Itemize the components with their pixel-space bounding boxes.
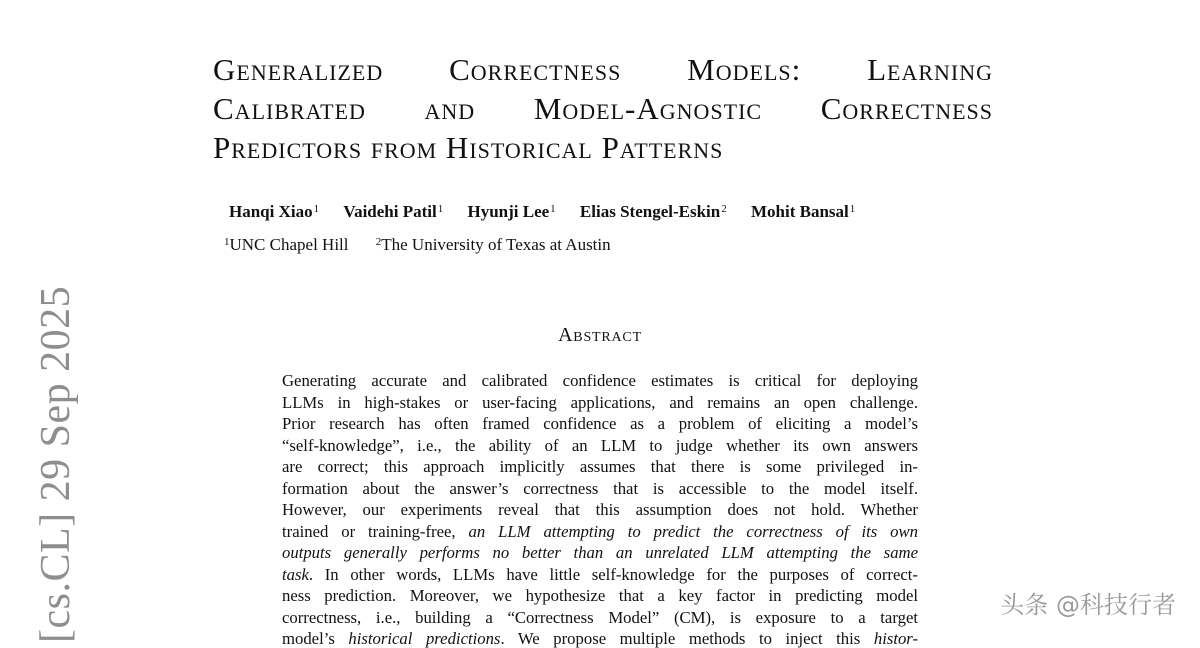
arxiv-side-stamp: [cs.CL] 29 Sep 2025 [33,285,79,643]
abstract-italic-text: histor- [873,629,919,648]
affiliation-name: UNC Chapel Hill [229,235,349,254]
author [467,200,555,224]
abstract-line [282,607,918,629]
author-affiliation-mark: 2 [721,203,727,215]
abstract-line [282,456,918,478]
author-name: Hanqi Xiao [229,202,313,221]
title-line-1: Generalized Correctness Models: Learning [213,52,993,87]
author [580,200,727,224]
author [751,200,855,224]
abstract-text: model’s [282,629,349,648]
affiliation-list [223,233,633,257]
author-name: Hyunji Lee [467,202,550,221]
abstract-line [282,628,918,648]
abstract-text: correctness, i.e., building a “Correctness Model” (CM), is exposure to a target [282,607,918,627]
affiliation-name: The University of Texas at Austin [381,235,611,254]
title-line-3: Predictors from Historical Patterns [213,130,724,165]
author-name: Elias Stengel-Eskin [579,202,721,221]
abstract-text: ness prediction. Moreover, we hypothesize that a key factor in predicting model [282,586,918,605]
author-affiliation-mark: 1 [550,203,556,215]
author-name: Mohit Bansal [750,202,849,221]
affiliation [375,233,611,257]
abstract-text: . We propose multiple methods to inject this [500,629,874,648]
abstract-italic-text: task [282,564,309,584]
author-affiliation-mark: 1 [437,203,444,215]
abstract-line [282,478,918,500]
abstract-text: Generating accurate and calibrated confidence estimates is critical for deploying [282,371,918,390]
abstract-line [282,564,918,586]
affiliation-mark: 1 [224,236,230,248]
author [343,200,443,224]
author [229,200,319,224]
abstract-italic-text: historical predictions [348,629,501,648]
abstract-text: . In other words, LLMs have little self-knowledge for the purposes of correct- [308,564,918,584]
author-list [229,200,969,224]
abstract-line [282,392,918,414]
abstract-line [282,542,918,564]
abstract-body [282,370,918,648]
abstract-line [282,521,918,543]
affiliation-mark: 2 [375,236,382,248]
abstract-line [282,435,918,457]
abstract-text: Prior research has often framed confidence as a problem of eliciting a model’s [282,414,918,433]
affiliation [223,233,349,257]
author-name: Vaidehi Patil [343,202,437,221]
abstract-text: trained or training-free, [282,521,469,541]
abstract-text: formation about the answer’s correctness that is accessible to the model itself. [282,478,918,498]
abstract-line [282,585,918,607]
abstract-line [282,370,918,392]
abstract-line [282,499,918,521]
watermark: 头条 @科技行者 [1000,591,1176,619]
abstract-text: However, our experiments reveal that this assumption does not hold. Whether [282,500,918,519]
abstract-text: “self-knowledge”, i.e., the ability of an LLM to judge whether its own answers [282,435,918,455]
author-affiliation-mark: 1 [849,203,856,215]
author-affiliation-mark: 1 [313,203,320,215]
abstract-italic-text: outputs generally performs no better than an unrelated LLM attempting the same [282,543,918,562]
abstract-text: LLMs in high-stakes or user-facing applications, and remains an open challenge. [282,392,918,412]
title-line-2: Calibrated and Model-Agnostic Correctness [213,91,993,126]
abstract-line [282,413,918,435]
abstract-heading: Abstract [558,324,642,346]
abstract-text: are correct; this approach implicitly assumes that there is some privileged in- [282,457,918,476]
paper-title [213,50,993,167]
abstract-italic-text: an LLM attempting to predict the correctness of its own [468,521,919,541]
